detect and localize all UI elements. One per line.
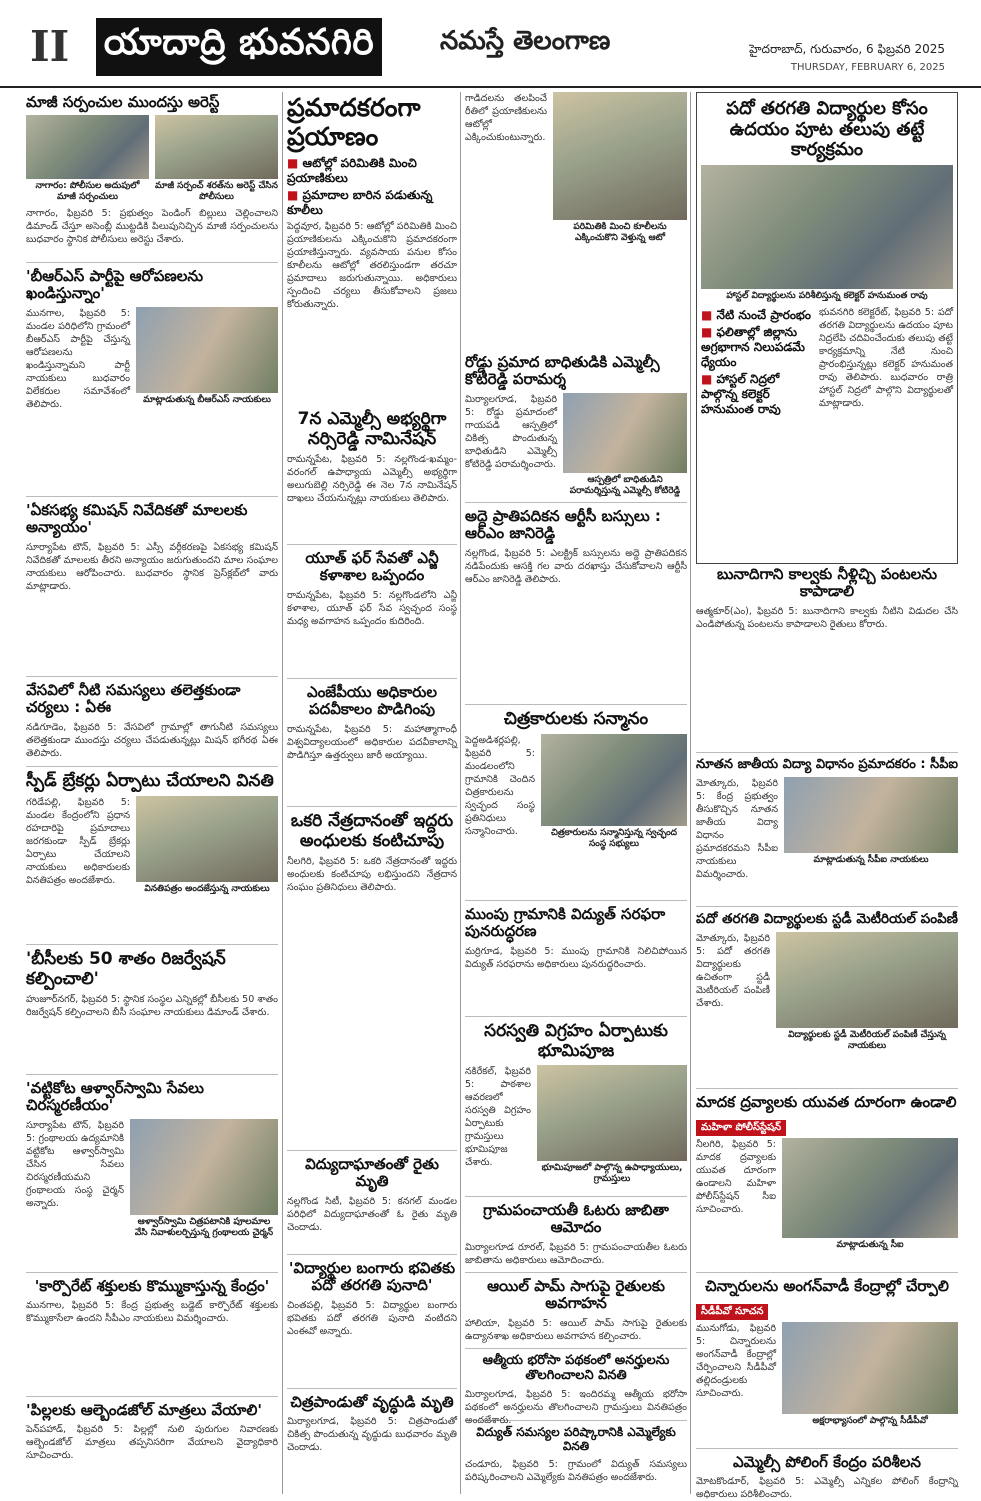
headline: చిత్రకారులకు సన్మానం: [503, 709, 649, 729]
news-photo: [563, 393, 687, 473]
story: [465, 1352, 687, 1426]
article-body: నకిరేకల్, ఫిబ్రవరి 5: పాఠశాల ఆవరణలో సరస్వతి విగ్రహం ఏర్పాటుకు గ్రామస్తులు భూమిపూజ చేశారు.: [465, 1066, 531, 1169]
article-body: మిర్యాలగూడ, ఫిబ్రవరి 5: ఇందిరమ్మ ఆత్మీయ భరోసా పథకంలో అనర్హులను తొలగించాలని గ్రామస్తులు వినతిపత్రం అందజేశారు.: [465, 1388, 687, 1426]
story: [696, 910, 958, 1089]
story: [287, 1154, 457, 1255]
article-body: మర్రిగూడ, ఫిబ్రవరి 5: ముంపు గ్రామానికి నిలిచిపోయిన విద్యుత్ సరఫరాను అధికారులు పునరుద్ధరించారు.: [465, 945, 687, 970]
news-photo: [782, 1322, 958, 1414]
headline: 'విద్యార్థుల బంగారు భవితకు పదో తరగతి పునాది': [288, 1259, 456, 1295]
photo-caption: మాట్లాడుతున్న బీఆర్‌ఎస్ నాయకులు: [143, 394, 271, 405]
news-photo: [782, 1138, 958, 1238]
photo-caption: భూమిపూజలో పాల్గొన్న ఉపాధ్యాయులు, గ్రామస్తులు: [541, 1163, 683, 1185]
headline: 'ఏకసభ్య కమిషన్ నివేదికతో మాలలకు అన్యాయం': [26, 501, 248, 537]
article-body: నీలగిరి, ఫిబ్రవరి 5: ఒకరి నేత్రదానంతో ఇద్దరు అంధులకు కంటిచూపు లభిస్తుందని నేత్రదాన సంఘం ప్రతినిధులు తెలిపారు.: [287, 856, 457, 894]
newspaper-name: నమస్తే తెలంగాణ: [440, 26, 611, 56]
story: [696, 1452, 958, 1501]
headline: 7న ఎమ్మెల్సీ అభ్యర్థిగా నర్సిరెడ్డి నామినేషన్: [297, 409, 447, 449]
story: [26, 680, 278, 767]
news-photo: [155, 115, 278, 179]
headline: పదో తరగతి విద్యార్థులకు స్టడీ మెటీరియల్ పంపిణీ: [696, 911, 958, 927]
photo-caption: పరిమితికి మించి కూలీలను ఎక్కించుకొని వెళ్తున్న ఆటో: [573, 222, 667, 243]
article-body: మునగాల, ఫిబ్రవరి 5: కేంద్ర ప్రభుత్వ బడ్జెట్ కార్పొరేట్ శక్తులకు కొమ్ముకాసేలా ఉందని సీపీఎం నాయకులు విమర్శించారు.: [26, 1300, 278, 1325]
masthead: [0, 0, 981, 88]
article-body: నడిగూడెం, ఫిబ్రవరి 5: వేసవిలో గ్రామాల్లో తాగునీటి సమస్యలు తలెత్తకుండా ముందస్తు చర్యలు చేపడుతున్నట్లు మిషన్ భగీరథ ఏఈ తెలిపారు.: [26, 721, 278, 759]
article-body: మిర్యాలగూడ, ఫిబ్రవరి 5: రోడ్డు ప్రమాదంలో గాయపడి ఆస్పత్రిలో చికిత్స పొందుతున్న బాధితుడిని ఎమ్మెల్సీ కోటిరెడ్డి పరామర్శించారు.: [465, 393, 557, 470]
story: [287, 682, 457, 807]
story: [465, 352, 687, 503]
photo-caption: విద్యార్థులకు స్టడీ మెటీరియల్ పంపిణీ చేస్తున్న నాయకులు: [788, 1029, 946, 1051]
story: [465, 1020, 687, 1197]
headline: రోడ్డు ప్రమాద బాధితుడికి ఎమ్మెల్సీ కోటిరెడ్డి పరామర్శ: [465, 353, 660, 389]
date-telugu: హైదరాబాద్, గురువారం, 6 ఫిబ్రవరి 2025: [749, 42, 945, 56]
photo-caption: మాట్లాడుతున్న సీఐ: [836, 1240, 904, 1251]
bullet-point: ■ ఫలితాల్లో జిల్లాను అగ్రభాగాన నిలుపడమే ధ్యేయం: [701, 325, 813, 370]
headline: విద్యుత్ సమస్యల పరిష్కారానికి ఎమ్మెల్యేకు వినతి: [476, 1425, 676, 1453]
article-body: రామన్నపేట, ఫిబ్రవరి 5: నల్లగొండ-ఖమ్మం-వరంగల్ ఉపాధ్యాయ ఎమ్మెల్సీ అభ్యర్థిగా అలుగుబెల్లి నర్సిరెడ్డి ఈ నెల 7న నామినేషన్ దాఖలు చేయనున్నట్లు నాయకులు తెలిపారు.: [287, 454, 457, 505]
article-body: ఆత్మకూర్(ఎం), ఫిబ్రవరి 5: బునాదిగాని కాల్వకు నీటిని విడుదల చేసి ఎండిపోతున్న పంటలను కాపాడాలని రైతులు కోరారు.: [696, 605, 958, 630]
headline: 'పిల్లలకు ఆల్బెండజోల్ మాత్రలు వేయాలి': [26, 1401, 262, 1419]
article-body: భువనగిరి కలెక్టరేట్, ఫిబ్రవరి 5: పదో తరగతి విద్యార్థులను ఉదయం పూట నిద్రలేపి చదివించేందుకు తలుపు తట్టే కార్యక్రమాన్ని నేటి నుంచి ప్రారంభిస్తున్నట్లు కలెక్టర్ హనుమంత రావు తెలిపారు. బుధవారం రాత్రి హాస్టల్ నిద్రలో పాల్గొని విద్యార్థులతో మాట్లాడారు.: [819, 307, 953, 410]
article-body: చింతపల్లి, ఫిబ్రవరి 5: విద్యార్థుల బంగారు భవితకు పదో తరగతి పునాది వంటిదని ఎంఈవో అన్నారు.: [287, 1299, 457, 1337]
news-photo: [537, 1065, 687, 1161]
story: [465, 506, 687, 705]
photo-caption: అక్షరాభ్యాసంలో పాల్గొన్న సీడీపీవో: [812, 1416, 928, 1427]
article-body: మిర్యాలగూడ రూరల్, ఫిబ్రవరి 5: గ్రామపంచాయతీల ఓటరు జాబితాను అధికారులు ఆమోదించారు.: [465, 1241, 687, 1266]
article-body: నాగారం, ఫిబ్రవరి 5: ప్రభుత్వం పెండింగ్ బిల్లులు చెల్లించాలని డిమాండ్ చేస్తూ అసెంబ్లీ ముట్టడికి పిలుపునిచ్చిన మాజీ సర్పంచులను బుధవారం స్థానిక పోలీసులు అరెస్టు చేశారు.: [26, 208, 278, 246]
photo-caption: హాస్టల్ విద్యార్థులను పరిశీలిస్తున్న కలెక్టర్ హనుమంత రావు: [726, 291, 928, 302]
news-photo: [130, 1119, 278, 1215]
news-photo: [136, 796, 278, 882]
story: [26, 1276, 278, 1397]
story: [26, 92, 278, 263]
headline: ఒకరి నేత్రదానంతో ఇద్దరు అంధులకు కంటిచూపు: [290, 811, 454, 851]
headline: ముంపు గ్రామానికి విద్యుత్ సరఫరా పునరుద్ధరణ: [465, 905, 666, 941]
photo-caption: చిత్రకారులను సన్మానిస్తున్న స్వచ్ఛంద సంస్థ సభ్యులు: [550, 827, 678, 849]
article-body: హాలియా, ఫిబ్రవరి 5: ఆయిల్ పామ్ సాగుపై రైతులకు ఉద్యానశాఖ అధికారులు అవగాహన కల్పించారు.: [465, 1317, 687, 1342]
article-body: సూర్యాపేట టౌన్, ఫిబ్రవరి 5: ఎస్సీ వర్గీకరణపై ఏకసభ్య కమిషన్ నివేదికతో మాలలకు తీరని అన్యాయం జరుగుతుందని మాల సంఘాల నాయకులు ఆరోపించారు. బుధవారం స్థానిక ప్రెస్‌క్లబ్‌లో వారు మాట్లాడారు.: [26, 541, 278, 592]
story: [696, 564, 958, 753]
column-divider: [282, 92, 283, 1494]
article-body: నల్లగొండ సిటీ, ఫిబ్రవరి 5: కనగల్ మండల పరిధిలో విద్యుదాఘాతంతో ఓ రైతు మృతి చెందాడు.: [287, 1195, 457, 1233]
section-label: సీడీపీవో సూచన: [696, 1304, 768, 1320]
article-body: సూర్యాపేట టౌన్, ఫిబ్రవరి 5: గ్రంథాలయ ఉద్యమానికి వట్టికోట ఆళ్వార్‌స్వామి చేసిన సేవలు చిరస్మరణీయమని గ్రంథాలయ సంస్థ చైర్మన్ అన్నారు.: [26, 1119, 124, 1209]
photo-caption: వినతిపత్రం అందజేస్తున్న నాయకులు: [144, 883, 270, 894]
dateline: [749, 42, 945, 73]
headline: ఎంజేపీయు అధికారుల పదవీకాలం పొడిగింపు: [307, 683, 437, 719]
article-body: చండూరు, ఫిబ్రవరి 5: గ్రామంలో విద్యుత్ సమస్యలు పరిష్కరించాలని ఎమ్మెల్యేకు వినతిపత్రం అందజేశారు.: [465, 1458, 687, 1483]
story: [465, 1200, 687, 1273]
article-body: గరిడేపల్లి, ఫిబ్రవరి 5: మండల కేంద్రంలోని ప్రధాన రహదారిపై ప్రమాదాలు జరగకుండా స్పీడ్ బ్రేకర్లు ఏర్పాటు చేయాలని నాయకులు అధికారులకు వినతిపత్రం అందజేశారు.: [26, 796, 130, 886]
headline: ఆత్మీయ భరోసా పథకంలో అనర్హులను తొలగించాలని వినతి: [482, 1353, 670, 1383]
story: [465, 1424, 687, 1496]
story: [287, 548, 457, 679]
column-4: [696, 92, 958, 1501]
bullet-point: ■ నేటి నుంచే ప్రారంభం: [701, 308, 813, 323]
article-body: మోత్కూరు, ఫిబ్రవరి 5: కేంద్ర ప్రభుత్వం తీసుకొచ్చిన నూతన జాతీయ విద్యా విధానం ప్రమాదకరమని సీపీఐ నాయకులు విమర్శించారు.: [696, 777, 778, 880]
story: [465, 92, 687, 264]
news-photo: [136, 307, 278, 393]
headline: మాజీ సర్పంచుల ముందస్తు అరెస్ట్: [26, 93, 220, 111]
headline: చిన్నారులను అంగన్‌వాడీ కేంద్రాల్లో చేర్పాలి: [705, 1277, 949, 1295]
photo-caption: మాట్లాడుతున్న సీపీఐ నాయకులు: [813, 854, 929, 865]
story: [26, 948, 278, 1075]
article-body: హుజూర్‌నగర్, ఫిబ్రవరి 5: స్థానిక సంస్థల ఎన్నికల్లో బీసీలకు 50 శాతం రిజర్వేషన్ కల్పించాలని బీసీ సంఘాల నాయకులు డిమాండ్ చేశారు.: [26, 994, 278, 1019]
headline: గ్రామపంచాయతీ ఓటరు జాబితా ఆమోదం: [483, 1201, 669, 1237]
story: [696, 756, 958, 907]
article-body: నల్లగొండ, ఫిబ్రవరి 5: ఎలక్ట్రిక్ బస్సులను అద్దె ప్రాతిపదికన నడిపేందుకు ఆసక్తి గల వారు దరఖాస్తు చేసుకోవాలని ఆర్టీసీ ఆర్‌ఎం జానిరెడ్డి తెలిపారు.: [465, 547, 687, 585]
story: [287, 408, 457, 545]
photo-caption: ఆళ్వార్‌స్వామి చిత్రపటానికి పూలమాల వేసి నివాళులర్పిస్తున్న గ్రంథాలయ చైర్మన్: [134, 1216, 274, 1238]
article-body: నీలగిరి, ఫిబ్రవరి 5: మాదక ద్రవ్యాలకు యువత దూరంగా ఉండాలని మహిళా పోలీస్‌స్టేషన్ సీఐ సూచించారు.: [696, 1139, 776, 1216]
story: [696, 1276, 958, 1449]
bullet-point: ■ ఆటోల్లో పరిమితికి మించి ప్రయాణికులు: [287, 156, 457, 186]
date-english: THURSDAY, FEBRUARY 6, 2025: [790, 62, 945, 73]
article-body: రామన్నపేట, ఫిబ్రవరి 5: నల్లగొండలోని ఎన్జీ కళాశాల, యూత్ ఫర్ సేవ స్వచ్ఛంద సంస్థ మధ్య అవగాహన ఒప్పందం కుదిరింది.: [287, 589, 457, 627]
story: [696, 92, 958, 564]
article-body: మిర్యాలగూడ, ఫిబ్రవరి 5: చిత్రపాండుతో చికిత్స పొందుతున్న వృద్ధుడు బుధవారం మృతి చెందాడు.: [287, 1416, 457, 1454]
headline: నూతన జాతీయ విద్యా విధానం ప్రమాదకరం : సీపీఐ: [696, 757, 958, 772]
headline: యూత్ ఫర్ సేవతో ఎన్జీ కళాశాల ఒప్పందం: [305, 549, 439, 585]
article-body: పెద్దవూర, ఫిబ్రవరి 5: ఆటోల్లో పరిమితికి మించి ప్రయాణికులను ఎక్కించుకొని ప్రమాదకరంగా ప్రయాణిస్తున్నారు. వ్యవసాయ పనుల కోసం కూలీలను ఆటోల్లో తరలిస్తుండగా తరచూ ప్రమాదాలు జరుగుతున్నాయి. అధికారులు స్పందించి చర్యలు తీసుకోవాలని ప్రజలు కోరుతున్నారు.: [287, 220, 457, 310]
headline: బునాదిగాని కాల్వకు నీళ్లిచ్చి పంటలను కాపాడాలి: [716, 565, 938, 601]
headline: స్పీడ్ బ్రేకర్లు ఏర్పాటు చేయాలని వినతి: [26, 771, 274, 791]
story: [26, 770, 278, 945]
article-body: మునగాల, ఫిబ్రవరి 5: మండల పరిధిలోని గ్రామంలో బీఆర్‌ఎస్ పార్టీపై చేస్తున్న ఆరోపణలను ఖండిస్తున్నామని పార్టీ నాయకులు బుధవారం విలేకరుల సమావేశంలో తెలిపారు.: [26, 307, 130, 410]
headline: చిత్రపాండుతో వృద్ధుడి మృతి: [290, 1393, 454, 1411]
column-divider: [690, 92, 691, 1494]
headline: 'వట్టికోట ఆళ్వార్‌స్వామి సేవలు చిరస్మరణీయం': [26, 1079, 204, 1115]
story: [26, 1078, 278, 1273]
story: [287, 1258, 457, 1389]
bullet-point: ■ ప్రమాదాల బారిన పడుతున్న కూలీలు: [287, 188, 457, 218]
column-1: [26, 92, 278, 1494]
headline: 'బీసీలకు 50 శాతం రిజర్వేషన్ కల్పించాలి': [26, 949, 226, 989]
headline: విద్యుదాఘాతంతో రైతు మృతి: [305, 1155, 439, 1191]
headline: 'కార్పొరేట్ శక్తులకు కొమ్ముకాస్తున్న కేంద్రం': [34, 1277, 270, 1295]
story: [287, 810, 457, 1151]
article-body: మోటకొండూర్, ఫిబ్రవరి 5: ఎమ్మెల్సీ ఎన్నికల పోలింగ్ కేంద్రాన్ని అధికారులు పరిశీలించారు.: [696, 1476, 958, 1501]
article-body: పెద్దఅడిశర్లపల్లి, ఫిబ్రవరి 5: మండలంలోని గ్రామానికి చెందిన చిత్రకారులను స్వచ్ఛంద సంస్థ ప్రతినిధులు సన్మానించారు.: [465, 734, 535, 837]
story: [26, 1400, 278, 1496]
story: [287, 92, 457, 402]
headline: వేసవిలో నీటి సమస్యలు తలెత్తకుండా చర్యలు : ఏఈ: [26, 681, 241, 717]
story: [26, 266, 278, 497]
story: [465, 904, 687, 1017]
page-number: II: [30, 22, 70, 71]
story: [465, 708, 687, 901]
news-photo: [553, 92, 687, 220]
headline: పదో తరగతి విద్యార్థుల కోసం ఉదయం పూట తలుపు తట్టే కార్యక్రమం: [726, 98, 928, 161]
news-photo: [541, 734, 687, 826]
story: [26, 500, 278, 677]
news-photo: [784, 777, 958, 853]
story: [696, 1092, 958, 1273]
column-2: [287, 92, 457, 1494]
headline: అద్దె ప్రాతిపదికన ఆర్టీసీ బస్సులు : ఆర్‌ఎం జానిరెడ్డి: [465, 507, 661, 543]
photo-caption: నాగారం: పోలీసుల అదుపులో మాజీ సర్పంచులు: [35, 181, 140, 203]
news-photo: [776, 932, 958, 1028]
section-label: మహిళా పోలీస్‌స్టేషన్: [696, 1120, 786, 1136]
bullet-point: ■ హాస్టల్ నిద్రలో పాల్గొన్న కలెక్టర్ హనుమంత రావు: [701, 372, 813, 417]
photo-caption: ఆస్పత్రిలో బాధితుడిని పరామర్శిస్తున్న ఎమ్మెల్సీ కోటిరెడ్డి: [569, 474, 681, 496]
headline: ఆయిల్ పామ్ సాగుపై రైతులకు అవగాహన: [487, 1277, 665, 1313]
district-title: యాదాద్రి భువనగిరి: [96, 18, 382, 76]
headline: మాదక ద్రవ్యాలకు యువత దూరంగా ఉండాలి: [696, 1093, 957, 1111]
story: [287, 1392, 457, 1496]
column-divider: [460, 92, 461, 1494]
article-body: పెన్‌పహాడ్, ఫిబ్రవరి 5: పిల్లల్లో నులి పురుగుల నివారణకు ఆల్బెండజోల్ మాత్రలు తప్పనిసరిగా వేయాలని వైద్యాధికారి సూచించారు.: [26, 1424, 278, 1462]
headline: ప్రమాదకరంగా ప్రయాణం: [287, 93, 421, 151]
headline: 'బీఆర్‌ఎస్ పార్టీపై ఆరోపణలను ఖండిస్తున్నాం': [26, 267, 204, 303]
article-body: మోత్కూరు, ఫిబ్రవరి 5: పదో తరగతి విద్యార్థులకు ఉచితంగా స్టడీ మెటీరియల్ పంపిణీ చేశారు.: [696, 932, 770, 1009]
story: [465, 1276, 687, 1349]
article-body: గాడిదలను తలపించే రీతిలో ప్రయాణికులను ఆటోల్లో ఎక్కించుకుంటున్నారు.: [465, 93, 547, 143]
news-photo: [26, 115, 149, 179]
column-3: [465, 92, 687, 1494]
article-body: రామన్నపేట, ఫిబ్రవరి 5: మహాత్మాగాంధీ విశ్వవిద్యాలయంలో అధికారుల పదవీకాలాన్ని పొడిగిస్తూ ఉత్తర్వులు జారీ అయ్యాయి.: [287, 723, 457, 761]
photo-caption: మాజీ సర్పంచ్ శరత్‌ను అరెస్ట్ చేసిన పోలీసులు: [155, 181, 278, 203]
headline: ఎమ్మెల్సీ పోలింగ్ కేంద్రం పరిశీలన: [733, 1453, 921, 1471]
article-body: మునుగోడు, ఫిబ్రవరి 5: చిన్నారులను అంగన్‌వాడీ కేంద్రాల్లో చేర్పించాలని సీడీపీవో తల్లిదండ్రులకు సూచించారు.: [696, 1323, 776, 1400]
headline: సరస్వతి విగ్రహం ఏర్పాటుకు భూమిపూజ: [484, 1021, 668, 1061]
news-photo: [701, 165, 953, 289]
